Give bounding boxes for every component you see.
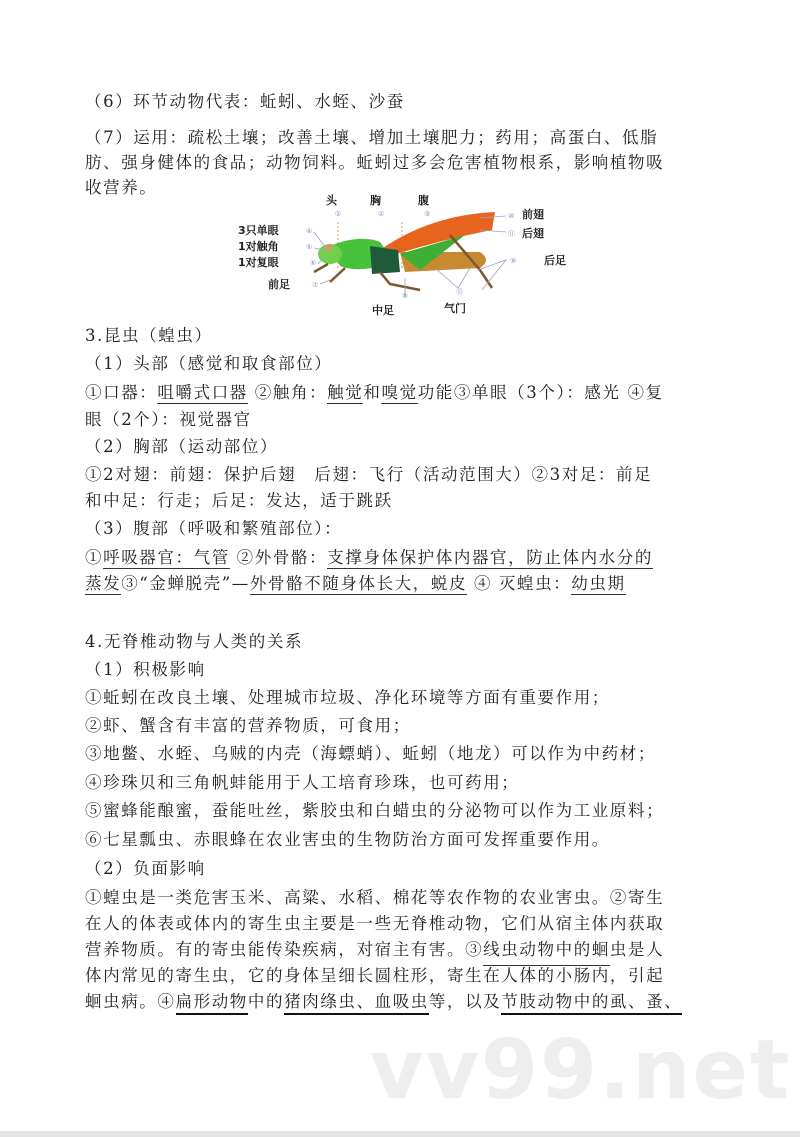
list-item: ⑤蜜蜂能酿蜜，蚕能吐丝，紫胶虫和白蜡虫的分泌物可以作为工业原料； <box>85 801 665 820</box>
label-midleg: 中足 <box>372 304 394 317</box>
svg-text:⑧: ⑧ <box>402 292 409 300</box>
text-line: （7）运用：疏松土壤；改善土壤、增加土壤肥力；药用；高蛋白、低脂 <box>85 128 659 147</box>
list-item: ②虾、蟹含有丰富的营养物质，可食用； <box>85 716 411 735</box>
label-antennae: 1对触角 <box>238 240 279 253</box>
svg-text:⑦: ⑦ <box>312 281 319 289</box>
text-line: 在人的体表或体内的寄生虫主要是一些无脊椎动物，它们从宿主体内获取 <box>85 914 665 933</box>
section-title: 4.无脊椎动物与人类的关系 <box>85 632 304 651</box>
label-forewing: 前翅 <box>522 208 544 221</box>
svg-text:②: ② <box>378 210 385 218</box>
svg-text:⑥: ⑥ <box>310 259 317 267</box>
subsection-title: （1）头部（感觉和取食部位） <box>85 354 333 373</box>
label-abdomen: 腹 <box>418 194 429 207</box>
text-line: ①呼吸器官：气管 ②外骨骼：支撑身体保护体内器官，防止体内水分的 <box>85 548 653 567</box>
svg-text:③: ③ <box>424 210 431 218</box>
subsection-title: （2）胸部（运动部位） <box>85 437 279 456</box>
label-ocelli: 3只单眼 <box>238 224 279 237</box>
label-foreleg: 前足 <box>268 278 290 291</box>
text-line: ①2对翅：前翅：保护后翅 后翅：飞行（活动范围大）②3对足：前足 <box>85 465 653 484</box>
text-line: （6）环节动物代表：蚯蚓、水蛭、沙蚕 <box>85 92 405 111</box>
label-head: 头 <box>326 194 337 207</box>
svg-text:⑩: ⑩ <box>508 212 515 220</box>
svg-text:④: ④ <box>306 227 313 235</box>
text-line: 和中足：行走；后足：发达，适于跳跃 <box>85 491 393 510</box>
label-thorax: 胸 <box>370 194 381 207</box>
label-compound-eyes: 1对复眼 <box>238 256 279 269</box>
text-line: 蒸发③“金蝉脱壳”—外骨骼不随身体长大，蜕皮 ④ 灭蝗虫：幼虫期 <box>85 574 626 593</box>
text-line: 体内常见的寄生虫，它的身体呈细长圆柱形，寄生在人体的小肠内，引起 <box>85 966 665 985</box>
label-hindleg: 后足 <box>544 254 566 267</box>
svg-text:⑮: ⑮ <box>456 288 463 296</box>
watermark: vv99.net <box>370 1023 792 1118</box>
subsection-title: （2）负面影响 <box>85 859 206 878</box>
page-bottom-edge <box>0 1131 800 1137</box>
text-line: ①蝗虫是一类危害玉米、高粱、水稻、棉花等农作物的农业害虫。②寄生 <box>85 888 665 907</box>
list-item: ③地鳖、水蛭、乌贼的内壳（海螵蛸）、蚯蚓（地龙）可以作为中药材； <box>85 744 656 763</box>
svg-text:①: ① <box>335 210 342 218</box>
text-line: 营养物质。有的寄虫能传染疾病，对宿主有害。③线虫动物中的蛔虫是人 <box>85 940 665 959</box>
text-line: 蛔虫病。④扁形动物中的猪肉绦虫、血吸虫等，以及节肢动物中的虱、蚤、 <box>85 991 682 1013</box>
label-spiracle: 气门 <box>444 302 466 315</box>
svg-text:⑤: ⑤ <box>306 243 313 251</box>
grasshopper-diagram <box>230 190 590 318</box>
svg-text:⑪: ⑪ <box>508 230 515 238</box>
list-item: ⑥七星瓢虫、赤眼蜂在农业害虫的生物防治方面可发挥重要作用。 <box>85 830 610 849</box>
subsection-title: （3）腹部（呼吸和繁殖部位）： <box>85 519 343 538</box>
svg-text:⑨: ⑨ <box>510 257 517 265</box>
subsection-title: （1）积极影响 <box>85 660 206 679</box>
list-item: ①蚯蚓在改良土壤、处理城市垃圾、净化环境等方面有重要作用； <box>85 688 610 707</box>
text-line: 收营养。 <box>85 178 158 197</box>
list-item: ④珍珠贝和三角帆蚌能用于人工培育珍珠，也可药用； <box>85 773 520 792</box>
section-title: 3.昆虫（蝗虫） <box>85 326 213 345</box>
text-line: 眼（2个）：视觉器官 <box>85 410 252 429</box>
text-line: ①口器：咀嚼式口器 ②触角：触觉和嗅觉功能③单眼（3个）：感光 ④复 <box>85 383 664 402</box>
label-hindwing: 后翅 <box>522 227 544 240</box>
text-line: 肪、强身健体的食品；动物饲料。蚯蚓过多会危害植物根系，影响植物吸 <box>85 153 665 172</box>
